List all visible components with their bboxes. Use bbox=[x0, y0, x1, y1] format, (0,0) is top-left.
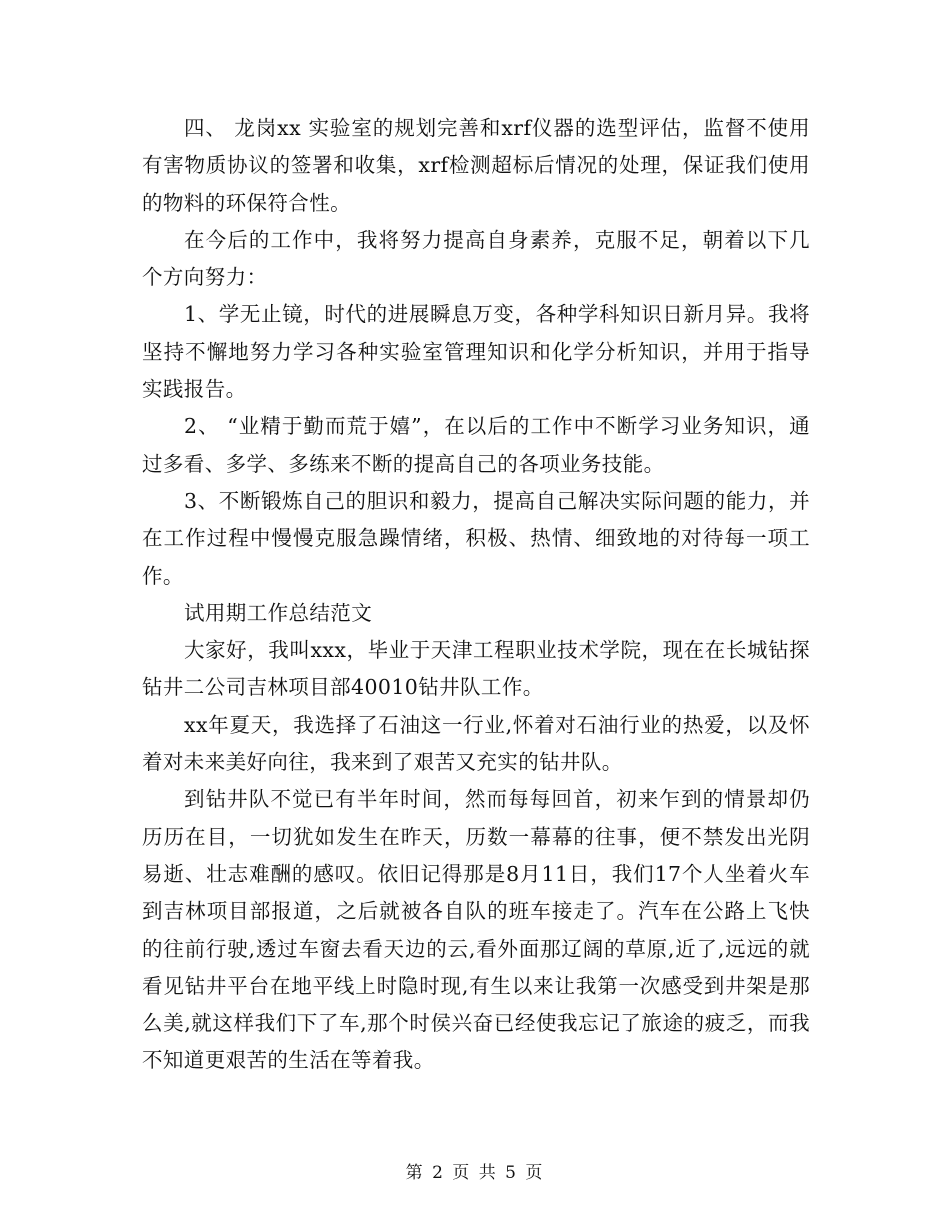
document-body bbox=[142, 110, 810, 1080]
paragraph-2: 在今后的工作中，我将努力提高自身素养，克服不足，朝着以下几个方向努力： bbox=[142, 227, 810, 290]
paragraph-8: xx年夏天，我选择了石油这一行业,怀着对石油行业的热爱，以及怀着对未来美好向往，我来到了艰苦又充实的钻井队。 bbox=[142, 712, 810, 775]
paragraph-7: 大家好，我叫xxx，毕业于天津工程职业技术学院，现在在长城钻探钻井二公司吉林项目部40010钻井队工作。 bbox=[142, 638, 810, 700]
paragraph-5: 3、不断锻炼自己的胆识和毅力，提高自己解决实际问题的能力，并在工作过程中慢慢克服急躁情绪，积极、热情、细致地的对待每一项工作。 bbox=[142, 488, 810, 588]
paragraph-4: 2、 “业精于勤而荒于嬉”，在以后的工作中不断学习业务知识，通过多看、多学、多练来不断的提高自己的各项业务技能。 bbox=[142, 414, 810, 476]
section-title: 试用期工作总结范文 bbox=[184, 600, 373, 625]
paragraph-1: 四、 龙岗xx 实验室的规划完善和xrf仪器的选型评估，监督不使用有害物质协议的签署和收集，xrf检测超标后情况的处理，保证我们使用的物料的环保符合性。 bbox=[142, 116, 810, 215]
page-footer: 第 2 页 共 5 页 bbox=[405, 1163, 545, 1183]
paragraph-3: 1、学无止镜，时代的进展瞬息万变，各种学科知识日新月异。我将坚持不懈地努力学习各种实验室管理知识和化学分析知识，并用于指导实践报告。 bbox=[142, 302, 810, 402]
paragraph-9: 到钻井队不觉已有半年时间，然而每每回首，初来乍到的情景却仍历历在目，一切犹如发生在昨天，历数一幕幕的往事，便不禁发出光阴易逝、壮志难酬的感叹。依旧记得那是8月11日，我们17个人坐着火车到吉林项目部报道，之后就被各自队的班车接走了。汽车在公路上飞快的往前行驶,透过车窗去看天边的云,看外面那辽阔的草原,近了,远远的就看见钻井平台在地平线上时隐时现,有生以来让我第一次感受到井架是那么美,就这样我们下了车,那个时侯兴奋已经使我忘记了旅途的疲乏，而我不知道更艰苦的生活在等着我。 bbox=[142, 787, 810, 1073]
